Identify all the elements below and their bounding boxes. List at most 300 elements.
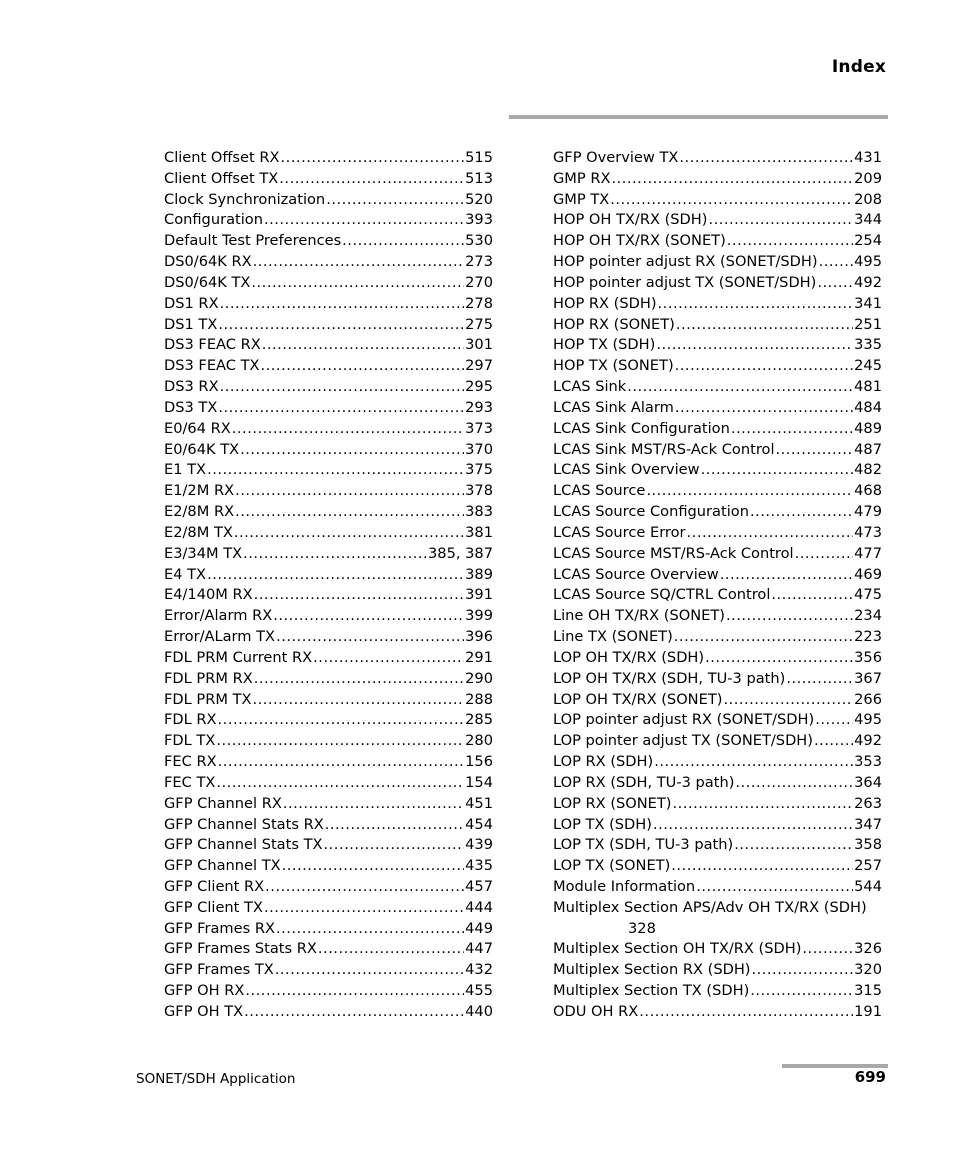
index-entry-page: 473 (854, 523, 882, 541)
index-entry (553, 377, 882, 398)
index-entry-page: 301 (465, 336, 493, 354)
dot-leader (726, 606, 853, 627)
index-entry-page: 383 (465, 503, 493, 521)
index-entry-term: HOP pointer adjust RX (SONET/SDH) (553, 253, 818, 271)
dot-leader (218, 752, 465, 773)
index-entry-term: GFP Channel Stats RX (164, 815, 324, 833)
index-entry (553, 502, 882, 523)
index-entry-term: Multiplex Section RX (SDH) (553, 961, 751, 979)
index-entry-page: 492 (854, 732, 882, 750)
dot-leader (675, 356, 853, 377)
index-entry-page: 378 (465, 482, 493, 500)
index-entry (553, 710, 882, 731)
index-entry-page: 285 (465, 711, 493, 729)
index-entry-page: 328 (628, 919, 656, 937)
index-entry-page: 389 (465, 565, 493, 583)
index-entry-page: 454 (465, 815, 493, 833)
index-entry (164, 210, 493, 231)
index-column-right (553, 148, 882, 1023)
index-entry-term: FDL PRM RX (164, 669, 253, 687)
index-entry (164, 523, 493, 544)
dot-leader (610, 190, 853, 211)
index-entry-term: E1 TX (164, 461, 207, 479)
index-entry-page: 440 (465, 1002, 493, 1020)
index-entry-page: 370 (465, 440, 493, 458)
dot-leader (281, 148, 465, 169)
index-entry-page: 513 (465, 169, 493, 187)
index-entry-term: DS1 RX (164, 294, 219, 312)
index-entry (164, 710, 493, 731)
dot-leader (216, 731, 464, 752)
dot-leader (283, 794, 464, 815)
index-entry-term: LOP TX (SDH, TU-3 path) (553, 836, 734, 854)
index-entry-page: 544 (854, 877, 882, 895)
index-entry-page: 273 (465, 253, 493, 271)
index-entry-page: 447 (465, 940, 493, 958)
index-entry-page: 315 (854, 982, 882, 1000)
index-entry (553, 690, 882, 711)
index-entry-page: 444 (465, 898, 493, 916)
index-entry (164, 419, 493, 440)
index-entry-term: FDL PRM TX (164, 690, 252, 708)
index-entry (553, 419, 882, 440)
index-entry-page: 489 (854, 419, 882, 437)
index-entry-page: 475 (854, 586, 882, 604)
header-rule (509, 115, 888, 119)
index-entry-page: 530 (465, 232, 493, 250)
index-entry (164, 815, 493, 836)
index-entry-term: GFP Client TX (164, 898, 263, 916)
dot-leader (265, 877, 464, 898)
index-entry (164, 960, 493, 981)
index-entry-page: 393 (465, 211, 493, 229)
dot-leader (727, 231, 853, 252)
dot-leader (674, 627, 853, 648)
dot-leader (234, 523, 464, 544)
dot-leader (324, 835, 465, 856)
index-entry-page: 344 (854, 211, 882, 229)
dot-leader (786, 669, 853, 690)
dot-leader (216, 773, 464, 794)
index-entry (553, 523, 882, 544)
index-entry (164, 544, 493, 565)
dot-leader (815, 710, 853, 731)
index-entry (553, 898, 882, 940)
index-entry-term: GFP OH RX (164, 982, 245, 1000)
index-entry (164, 356, 493, 377)
index-entry (164, 377, 493, 398)
index-entry (553, 231, 882, 252)
dot-leader (627, 377, 853, 398)
index-entry-term: DS3 FEAC TX (164, 357, 260, 375)
dot-leader (705, 648, 853, 669)
index-entry-page: 484 (854, 398, 882, 416)
dot-leader (318, 939, 464, 960)
index-entry-term: FDL PRM Current RX (164, 648, 313, 666)
index-entry-term: LCAS Sink MST/RS-Ack Control (553, 440, 775, 458)
index-entry-term: LCAS Source Configuration (553, 503, 749, 521)
index-entry-term: DS3 RX (164, 378, 219, 396)
index-entry (553, 648, 882, 669)
index-entry-term: Client Offset TX (164, 169, 279, 187)
index-entry-term: LOP pointer adjust TX (SONET/SDH) (553, 732, 813, 750)
index-entry-term: HOP pointer adjust TX (SONET/SDH) (553, 273, 817, 291)
index-entry-term: GFP Channel RX (164, 794, 282, 812)
index-entry-page: 347 (854, 815, 882, 833)
dot-leader (218, 398, 464, 419)
index-entry-page: 223 (854, 628, 882, 646)
index-entry-page: 293 (465, 398, 493, 416)
index-entry (553, 585, 882, 606)
dot-leader (207, 565, 464, 586)
dot-leader (720, 565, 853, 586)
index-entry-term: E4 TX (164, 565, 207, 583)
index-entry (164, 252, 493, 273)
index-entry-term: LCAS Sink Alarm (553, 398, 674, 416)
index-entry-term: LOP TX (SDH) (553, 815, 652, 833)
index-entry (164, 294, 493, 315)
index-entry (164, 669, 493, 690)
dot-leader (342, 231, 464, 252)
index-entry (553, 398, 882, 419)
dot-leader (701, 460, 854, 481)
index-entry-page: 270 (465, 273, 493, 291)
index-entry-term: LOP OH TX/RX (SDH, TU-3 path) (553, 669, 786, 687)
dot-leader (218, 315, 464, 336)
index-entry-term: LCAS Source (553, 482, 646, 500)
index-entry-term: LCAS Source SQ/CTRL Control (553, 586, 771, 604)
index-entry-term: LOP pointer adjust RX (SONET/SDH) (553, 711, 815, 729)
index-entry-term: GFP OH TX (164, 1002, 244, 1020)
index-entry (164, 794, 493, 815)
index-entry-term: HOP TX (SONET) (553, 357, 674, 375)
dot-leader (776, 440, 854, 461)
index-entry-page: 254 (854, 232, 882, 250)
index-entry-term: Module Information (553, 877, 696, 895)
index-entry (553, 335, 882, 356)
dot-leader (611, 169, 853, 190)
index-entry-term: Multiplex Section OH TX/RX (SDH) (553, 940, 802, 958)
index-entry-term: DS0/64K RX (164, 253, 252, 271)
index-entry-term: LCAS Source Overview (553, 565, 719, 583)
index-entry (553, 981, 882, 1002)
dot-leader (676, 315, 853, 336)
dot-leader (771, 585, 853, 606)
index-entry-term: GFP Frames RX (164, 919, 275, 937)
index-entry (553, 627, 882, 648)
index-entry (553, 356, 882, 377)
index-entry (553, 960, 882, 981)
index-entry-term: HOP RX (SONET) (553, 315, 675, 333)
index-entry-term: HOP TX (SDH) (553, 336, 656, 354)
index-entry-page: 477 (854, 544, 882, 562)
index-entry-page: 245 (854, 357, 882, 375)
index-entry-page: 353 (854, 753, 882, 771)
index-entry-term: GMP TX (553, 190, 610, 208)
index-entry (164, 169, 493, 190)
index-entry (164, 565, 493, 586)
index-entry-page: 373 (465, 419, 493, 437)
index-entry-page: 482 (854, 461, 882, 479)
index-entry (553, 440, 882, 461)
index-entry (164, 231, 493, 252)
index-entry-page: 487 (854, 440, 882, 458)
index-entry (164, 856, 493, 877)
index-entry-page: 320 (854, 961, 882, 979)
dot-leader (235, 481, 464, 502)
index-entry-page: 356 (854, 648, 882, 666)
index-entry (164, 440, 493, 461)
index-entry-term: FDL TX (164, 732, 216, 750)
index-entry-term: Configuration (164, 211, 263, 229)
index-entry-term: LOP OH TX/RX (SONET) (553, 690, 723, 708)
index-entry-term: GFP Channel TX (164, 857, 281, 875)
index-entry (553, 544, 882, 565)
footer-document-title: SONET/SDH Application (136, 1071, 296, 1087)
index-entry-term: LOP RX (SONET) (553, 794, 672, 812)
index-entry-page: 280 (465, 732, 493, 750)
index-entry-term: LOP TX (SONET) (553, 857, 671, 875)
dot-leader (220, 377, 465, 398)
index-entry-page: 266 (854, 690, 882, 708)
index-entry-page: 341 (854, 294, 882, 312)
dot-leader (752, 960, 854, 981)
index-entry (553, 273, 882, 294)
dot-leader (218, 710, 465, 731)
index-entry-page: 495 (854, 711, 882, 729)
index-entry-term: E2/8M RX (164, 503, 235, 521)
index-entry-page: 278 (465, 294, 493, 312)
index-entry (164, 731, 493, 752)
index-entry-page: 290 (465, 669, 493, 687)
index-entry (553, 460, 882, 481)
dot-leader (325, 815, 464, 836)
index-entry-page: 364 (854, 773, 882, 791)
dot-leader (276, 919, 464, 940)
dot-leader (658, 294, 854, 315)
index-entry-term: LCAS Sink Configuration (553, 419, 730, 437)
index-entry-page: 381 (465, 523, 493, 541)
index-entry-page: 455 (465, 982, 493, 1000)
dot-leader (279, 169, 464, 190)
index-entry-term: FEC RX (164, 753, 217, 771)
index-entry (164, 502, 493, 523)
index-entry (164, 919, 493, 940)
dot-leader (673, 794, 854, 815)
index-entry-page: 208 (854, 190, 882, 208)
index-entry (553, 794, 882, 815)
index-entry-page: 457 (465, 877, 493, 895)
index-entry-term: Line OH TX/RX (SONET) (553, 607, 725, 625)
index-entry-term: Multiplex Section TX (SDH) (553, 982, 750, 1000)
page-number: 699 (854, 1068, 886, 1086)
index-entry-page: 451 (465, 794, 493, 812)
index-entry (553, 190, 882, 211)
index-entry-page: 520 (465, 190, 493, 208)
index-entry-term: E4/140M RX (164, 586, 253, 604)
index-entry-page: 257 (854, 857, 882, 875)
dot-leader (671, 856, 853, 877)
index-entry (164, 773, 493, 794)
index-entry-term: E1/2M RX (164, 482, 235, 500)
dot-leader (750, 981, 853, 1002)
dot-leader (639, 1002, 853, 1023)
index-entry-page: 449 (465, 919, 493, 937)
index-entry-term: LCAS Source MST/RS-Ack Control (553, 544, 794, 562)
index-entry-page: 154 (465, 773, 493, 791)
dot-leader (244, 1002, 464, 1023)
index-entry-term: LOP OH TX/RX (SDH) (553, 648, 705, 666)
page-header-title: Index (831, 57, 886, 77)
dot-leader (656, 335, 853, 356)
dot-leader (282, 856, 465, 877)
dot-leader (264, 898, 464, 919)
index-entry-page: 385, 387 (428, 544, 493, 562)
dot-leader (817, 273, 853, 294)
dot-leader (252, 690, 464, 711)
index-entry-page: 291 (465, 648, 493, 666)
index-entry-page: 435 (465, 857, 493, 875)
index-entry-term: DS1 TX (164, 315, 218, 333)
index-entry-term: FDL RX (164, 711, 217, 729)
dot-leader (235, 502, 464, 523)
index-entry (164, 627, 493, 648)
dot-leader (675, 398, 853, 419)
index-entry (553, 939, 882, 960)
dot-leader (275, 960, 464, 981)
index-entry (553, 1002, 882, 1023)
dot-leader (795, 544, 854, 565)
index-entry-page: 288 (465, 690, 493, 708)
index-entry-term: LCAS Source Error (553, 523, 686, 541)
index-entry-page: 515 (465, 149, 493, 166)
index-entry-page: 358 (854, 836, 882, 854)
index-entry (164, 398, 493, 419)
index-entry (553, 169, 882, 190)
index-entry (553, 815, 882, 836)
dot-leader (251, 273, 464, 294)
index-entry-term: Default Test Preferences (164, 232, 342, 250)
index-entry (553, 252, 882, 273)
index-entry (553, 565, 882, 586)
index-entry-term: Line TX (SONET) (553, 628, 673, 646)
dot-leader (653, 815, 853, 836)
index-entry-page: 191 (854, 1002, 882, 1020)
dot-leader (708, 210, 853, 231)
index-entry-term: LOP RX (SDH) (553, 753, 654, 771)
index-entry (553, 731, 882, 752)
index-entry-page: 367 (854, 669, 882, 687)
index-entry-page: 396 (465, 628, 493, 646)
index-entry-page: 297 (465, 357, 493, 375)
index-entry-term: Error/ALarm TX (164, 628, 276, 646)
index-entry-page: 479 (854, 503, 882, 521)
dot-leader (276, 627, 464, 648)
index-entry-page: 492 (854, 273, 882, 291)
dot-leader (273, 606, 464, 627)
index-entry-term: Error/Alarm RX (164, 607, 273, 625)
index-entry (164, 190, 493, 211)
index-entry-page: 439 (465, 836, 493, 854)
index-entry-page: 251 (854, 315, 882, 333)
dot-leader (814, 731, 853, 752)
dot-leader (326, 190, 464, 211)
index-entry-page: 399 (465, 607, 493, 625)
index-entry-term: DS0/64K TX (164, 273, 251, 291)
index-entry (553, 294, 882, 315)
dot-leader (254, 585, 464, 606)
index-entry-term: LCAS Sink (553, 378, 627, 396)
index-entry-term: HOP OH TX/RX (SONET) (553, 232, 726, 250)
index-entry (553, 856, 882, 877)
dot-leader (220, 294, 465, 315)
dot-leader (802, 939, 853, 960)
index-entry (553, 773, 882, 794)
index-entry-page: 432 (465, 961, 493, 979)
index-entry-term: HOP RX (SDH) (553, 294, 657, 312)
index-entry-term: GFP Overview TX (553, 149, 679, 166)
dot-leader (646, 481, 853, 502)
dot-leader (819, 252, 854, 273)
index-entry-page: 209 (854, 169, 882, 187)
dot-leader (240, 440, 464, 461)
index-entry (164, 939, 493, 960)
index-entry (164, 752, 493, 773)
index-entry-term: E3/34M TX (164, 544, 243, 562)
dot-leader (735, 773, 853, 794)
index-entry-page: 495 (854, 253, 882, 271)
index-entry-page: 295 (465, 378, 493, 396)
index-entry-term: E2/8M TX (164, 523, 233, 541)
index-entry-term: Clock Synchronization (164, 190, 326, 208)
dot-leader (723, 690, 853, 711)
index-entry (164, 1002, 493, 1023)
index-entry-term: E0/64 RX (164, 419, 231, 437)
index-entry (553, 481, 882, 502)
index-entry (164, 315, 493, 336)
index-entry-term: DS3 TX (164, 398, 218, 416)
dot-leader (687, 523, 854, 544)
index-entry-term: LCAS Sink Overview (553, 461, 700, 479)
index-entry (553, 835, 882, 856)
index-entry (164, 898, 493, 919)
index-entry-term: Client Offset RX (164, 149, 280, 166)
index-entry-term: LOP RX (SDH, TU-3 path) (553, 773, 735, 791)
index-entry (164, 690, 493, 711)
dot-leader (207, 460, 464, 481)
index-entry-term: GMP RX (553, 169, 611, 187)
index-entry (164, 981, 493, 1002)
index-entry (164, 877, 493, 898)
index-column-left (164, 148, 493, 1023)
index-entry (553, 877, 882, 898)
index-entry-term: Multiplex Section APS/Adv OH TX/RX (SDH) (553, 898, 867, 916)
index-entry (553, 752, 882, 773)
index-entry-term: GFP Channel Stats TX (164, 836, 323, 854)
index-entry (164, 460, 493, 481)
index-entry-term: GFP Frames Stats RX (164, 940, 317, 958)
index-entry-page: 481 (854, 378, 882, 396)
index-entry-page: 468 (854, 482, 882, 500)
index-entry (164, 585, 493, 606)
index-entry-page: 156 (465, 753, 493, 771)
index-entry-term: E0/64K TX (164, 440, 240, 458)
index-entry (164, 148, 493, 169)
dot-leader (750, 502, 853, 523)
index-entry-page: 335 (854, 336, 882, 354)
dot-leader (679, 148, 853, 169)
dot-leader (731, 419, 853, 440)
